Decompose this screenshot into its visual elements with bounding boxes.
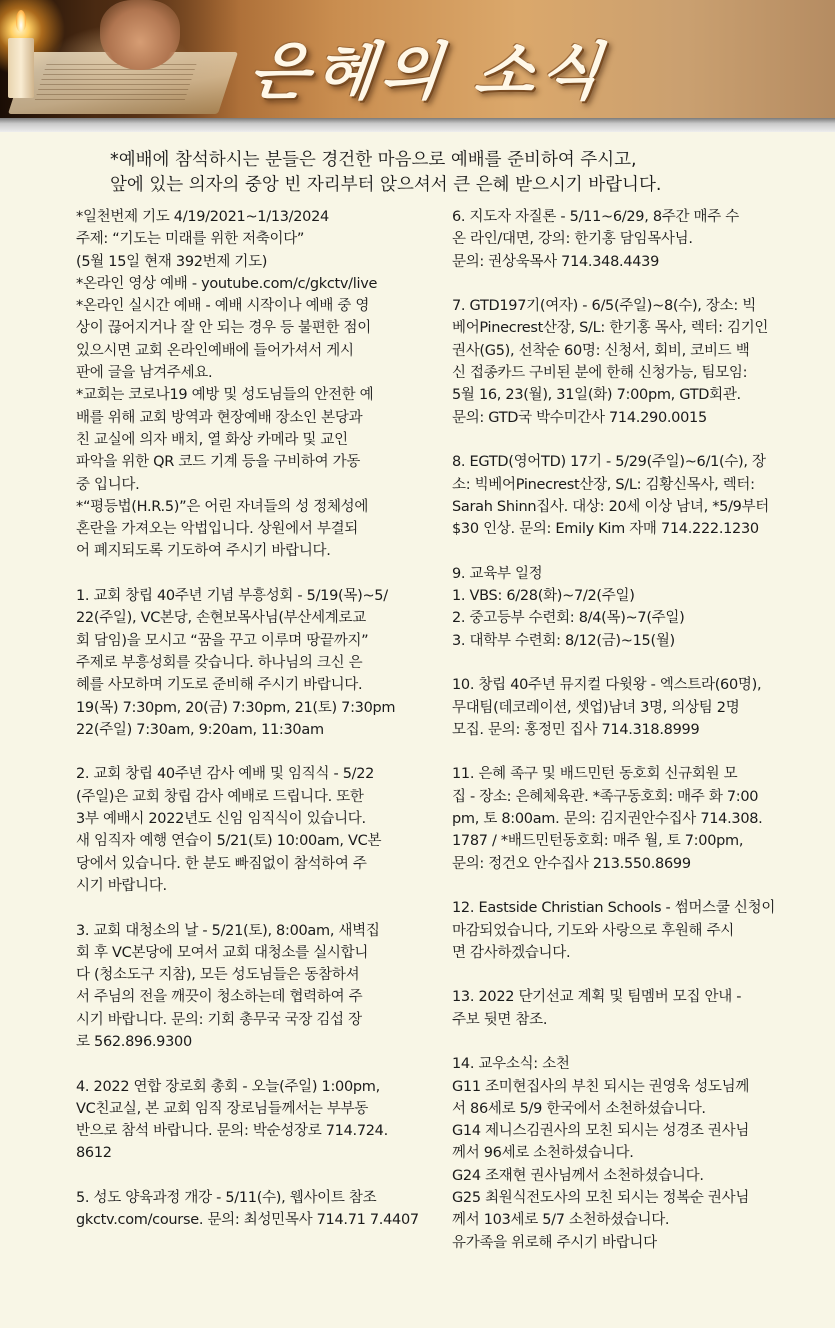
text-line: 19(목) 7:30pm, 20(금) 7:30pm, 21(토) 7:30pm (76, 699, 396, 716)
bible-text-lines (34, 64, 197, 104)
announcement-item-7 (452, 295, 812, 429)
notice-equality-act (76, 496, 439, 563)
text-line: 회 후 VC본당에 모여서 교회 대청소를 실시합니 (76, 944, 369, 961)
text-line: 14. 교우소식: 소천 (452, 1056, 570, 1073)
text-line: 주보 뒷면 참조. (452, 1011, 548, 1028)
text-line: 문의: GTD국 박수미간사 714.290.0015 (452, 409, 707, 426)
notice-online-live (76, 295, 439, 384)
praying-hands-image (100, 0, 180, 70)
left-column (76, 206, 439, 1232)
text-line: (5월 15일 현재 392번제 기도) (76, 253, 268, 270)
text-line: 상이 끊어지거나 잘 안 되는 경우 등 불편한 점이 (76, 320, 371, 337)
text-line: 다 (청소도구 지참), 모든 성도님들은 동참하셔 (76, 967, 360, 984)
text-line: VC친교실, 본 교회 임직 장로님들께서는 부부동 (76, 1100, 369, 1117)
text-line: 3. 교회 대청소의 날 - 5/21(토), 8:00am, 새벽집 (76, 922, 380, 939)
announcement-item-1 (76, 585, 439, 741)
notice-covid (76, 384, 439, 495)
text-line: 주제: “기도는 미래를 위한 저축이다” (76, 231, 305, 248)
text-line: *“평등법(H.R.5)”은 어린 자녀들의 성 정체성에 (76, 498, 369, 515)
text-line: 22(주일) 7:30am, 9:20am, 11:30am (76, 721, 324, 738)
text-line: 1. VBS: 6/28(화)~7/2(주일) (452, 588, 635, 605)
text-line: 4. 2022 연합 장로회 총회 - 오늘(주일) 1:00pm, (76, 1078, 380, 1095)
text-line: 있으시면 교회 온라인예배에 들어가셔서 게시 (76, 342, 354, 359)
text-line: 10. 창립 40주년 뮤지컬 다윗왕 - 엑스트라(60명), (452, 677, 762, 694)
announcement-item-11 (452, 763, 812, 874)
text-line: 문의: 정건오 안수집사 213.550.8699 (452, 855, 691, 872)
announcement-item-8 (452, 451, 812, 540)
text-line: 께서 103세로 5/7 소천하셨습니다. (452, 1212, 670, 1229)
text-line: 회 담임)을 모시고 “꿈을 꾸고 이루며 땅끝까지” (76, 632, 369, 649)
text-line: 5월 16, 23(월), 31일(화) 7:00pm, GTD회관. (452, 387, 741, 404)
right-column (452, 206, 812, 1254)
text-line: *교회는 코로나19 예방 및 성도님들의 안전한 예 (76, 387, 374, 404)
text-line: Sarah Shinn집사. 대상: 20세 이상 남녀, *5/9부터 (452, 498, 770, 515)
announcement-item-12 (452, 897, 812, 964)
text-line: 시기 바랍니다. 문의: 기회 총무국 국장 김섭 장 (76, 1011, 362, 1028)
text-line: 베어Pinecrest산장, S/L: 한기홍 목사, 렉터: 김기인 (452, 320, 769, 337)
text-line: 12. Eastside Christian Schools - 썸머스쿨 신청이 (452, 900, 776, 917)
header-divider (0, 118, 835, 132)
header-banner (0, 0, 835, 118)
text-line: 중 입니다. (76, 476, 140, 493)
text-line: G25 최원식전도사의 모친 되시는 정복순 권사님 (452, 1190, 750, 1207)
announcement-item-4 (76, 1076, 439, 1165)
candle-icon (8, 38, 34, 98)
intro-line: *예배에 참석하시는 분들은 경건한 마음으로 예배를 준비하여 주시고, (110, 150, 637, 170)
text-line: 소: 빅베어Pinecrest산장, S/L: 김황신목사, 렉터: (452, 476, 755, 493)
text-line: pm, 토 8:00am. 문의: 김지권안수집사 714.308. (452, 811, 763, 828)
text-line: (주일)은 교회 창립 감사 예배로 드립니다. 또한 (76, 788, 364, 805)
text-line: 배를 위해 교회 방역과 현장예배 장소인 본당과 (76, 409, 363, 426)
text-line: 3부 예배시 2022년도 신임 임직식이 있습니다. (76, 811, 366, 828)
text-line: 유가족을 위로해 주시기 바랍니다 (452, 1234, 657, 1251)
text-line: 8612 (76, 1145, 112, 1162)
text-line: 7. GTD197기(여자) - 6/5(주일)~8(수), 장소: 빅 (452, 298, 756, 315)
text-line: G11 조미현집사의 부친 되시는 권영욱 성도님께 (452, 1078, 750, 1095)
text-line: 집 - 장소: 은혜체육관. *족구동호회: 매주 화 7:00 (452, 788, 759, 805)
text-line: 문의: 권상욱목사 714.348.4439 (452, 253, 660, 270)
announcement-item-14 (452, 1053, 812, 1254)
text-line: $30 인상. 문의: Emily Kim 자매 714.222.1230 (452, 521, 759, 538)
text-line: gkctv.com/course. 문의: 최성민목사 714.71 7.4407 (76, 1212, 419, 1229)
text-line: *온라인 실시간 예배 - 예배 시작이나 예배 중 영 (76, 298, 370, 315)
text-line: 2. 교회 창립 40주년 감사 예배 및 임직식 - 5/22 (76, 766, 375, 783)
text-line: 마감되었습니다, 기도와 사랑으로 후원해 주시 (452, 922, 734, 939)
text-line: 1787 / *배드민턴동호회: 매주 월, 토 7:00pm, (452, 833, 744, 850)
announcement-item-5 (76, 1187, 439, 1232)
text-line: *일천번제 기도 4/19/2021~1/13/2024 (76, 209, 329, 225)
text-line: 주제로 부흥성회를 갖습니다. 하나님의 크신 은 (76, 654, 363, 671)
announcement-item-6 (452, 206, 812, 273)
text-line: 11. 은혜 족구 및 배드민턴 동호회 신규회원 모 (452, 766, 738, 783)
text-line: 파악을 위한 QR 코드 기계 등을 구비하여 가동 (76, 454, 361, 471)
text-line: 께서 96세로 소천하셨습니다. (452, 1145, 634, 1162)
text-line: 서 주님의 전을 깨끗이 청소하는데 협력하여 주 (76, 989, 363, 1006)
text-line: 혼란을 가져오는 악법입니다. 상원에서 부결되 (76, 521, 358, 538)
notice-online-video (76, 273, 439, 295)
text-line: 22(주일), VC본당, 손현보목사님(부산세계로교 (76, 610, 366, 627)
text-line: 면 감사하겠습니다. (452, 944, 571, 961)
page-title: 은혜의 소식 (245, 35, 611, 108)
text-line: 모집. 문의: 홍정민 집사 714.318.8999 (452, 721, 700, 738)
flame-icon (16, 10, 26, 32)
text-line: 2. 중고등부 수련회: 8/4(목)~7(주일) (452, 610, 685, 627)
text-line: 무대팀(데코레이션, 셋업)남녀 3명, 의상팀 2명 (452, 699, 740, 716)
intro-line: 앞에 있는 의자의 중앙 빈 자리부터 앉으셔서 큰 은혜 받으시기 바랍니다. (110, 175, 662, 195)
text-line: 8. EGTD(영어TD) 17기 - 5/29(주일)~6/1(수), 장 (452, 454, 766, 471)
announcement-item-2 (76, 763, 439, 897)
text-line: 온 라인/대면, 강의: 한기홍 담임목사님. (452, 231, 693, 248)
text-line: 친 교실에 의자 배치, 열 화상 카메라 및 교인 (76, 431, 348, 448)
text-line: 3. 대학부 수련회: 8/12(금)~15(월) (452, 632, 675, 649)
text-line: 새 임직자 예행 연습이 5/21(토) 10:00am, VC본 (76, 833, 382, 850)
announcement-item-13 (452, 986, 812, 1031)
text-line: 어 폐지되도록 기도하여 주시기 바랍니다. (76, 543, 331, 560)
announcement-item-10 (452, 674, 812, 741)
text-line: 판에 글을 남겨주세요. (76, 365, 213, 382)
text-line: G14 제니스김권사의 모친 되시는 성경조 권사님 (452, 1123, 750, 1140)
text-line: *온라인 영상 예배 - youtube.com/c/gkctv/live (76, 275, 378, 292)
text-line: G24 조재현 권사님께서 소천하셨습니다. (452, 1167, 704, 1184)
announcement-item-9 (452, 563, 812, 652)
text-line: 서 86세로 5/9 한국에서 소천하셨습니다. (452, 1100, 706, 1117)
text-line: 13. 2022 단기선교 계획 및 팀멤버 모집 안내 - (452, 989, 742, 1006)
text-line: 1. 교회 창립 40주년 기념 부흥성회 - 5/19(목)~5/ (76, 588, 388, 605)
text-line: 6. 지도자 자질론 - 5/11~6/29, 8주간 매주 수 (452, 209, 739, 225)
text-line: 신 접종카드 구비된 분에 한해 신청가능, 팀모임: (452, 365, 748, 382)
text-line: 당에서 있습니다. 한 분도 빠짐없이 참석하여 주 (76, 855, 367, 872)
text-line: 혜를 사모하며 기도로 준비해 주시기 바랍니다. (76, 677, 363, 694)
text-line: 시기 바랍니다. (76, 877, 167, 894)
text-line: 로 562.896.9300 (76, 1033, 192, 1050)
candle-bible-photo (0, 0, 240, 118)
notice-thousand-prayer (76, 206, 439, 273)
text-line: 9. 교육부 일정 (452, 565, 543, 582)
text-line: 5. 성도 양육과정 개강 - 5/11(수), 웹사이트 참조 (76, 1190, 377, 1207)
intro-notice (110, 148, 810, 198)
text-line: 반으로 참석 바랍니다. 문의: 박순성장로 714.724. (76, 1123, 388, 1140)
announcement-item-3 (76, 920, 439, 1054)
text-line: 권사(G5), 선착순 60명: 신청서, 회비, 코비드 백 (452, 342, 750, 359)
